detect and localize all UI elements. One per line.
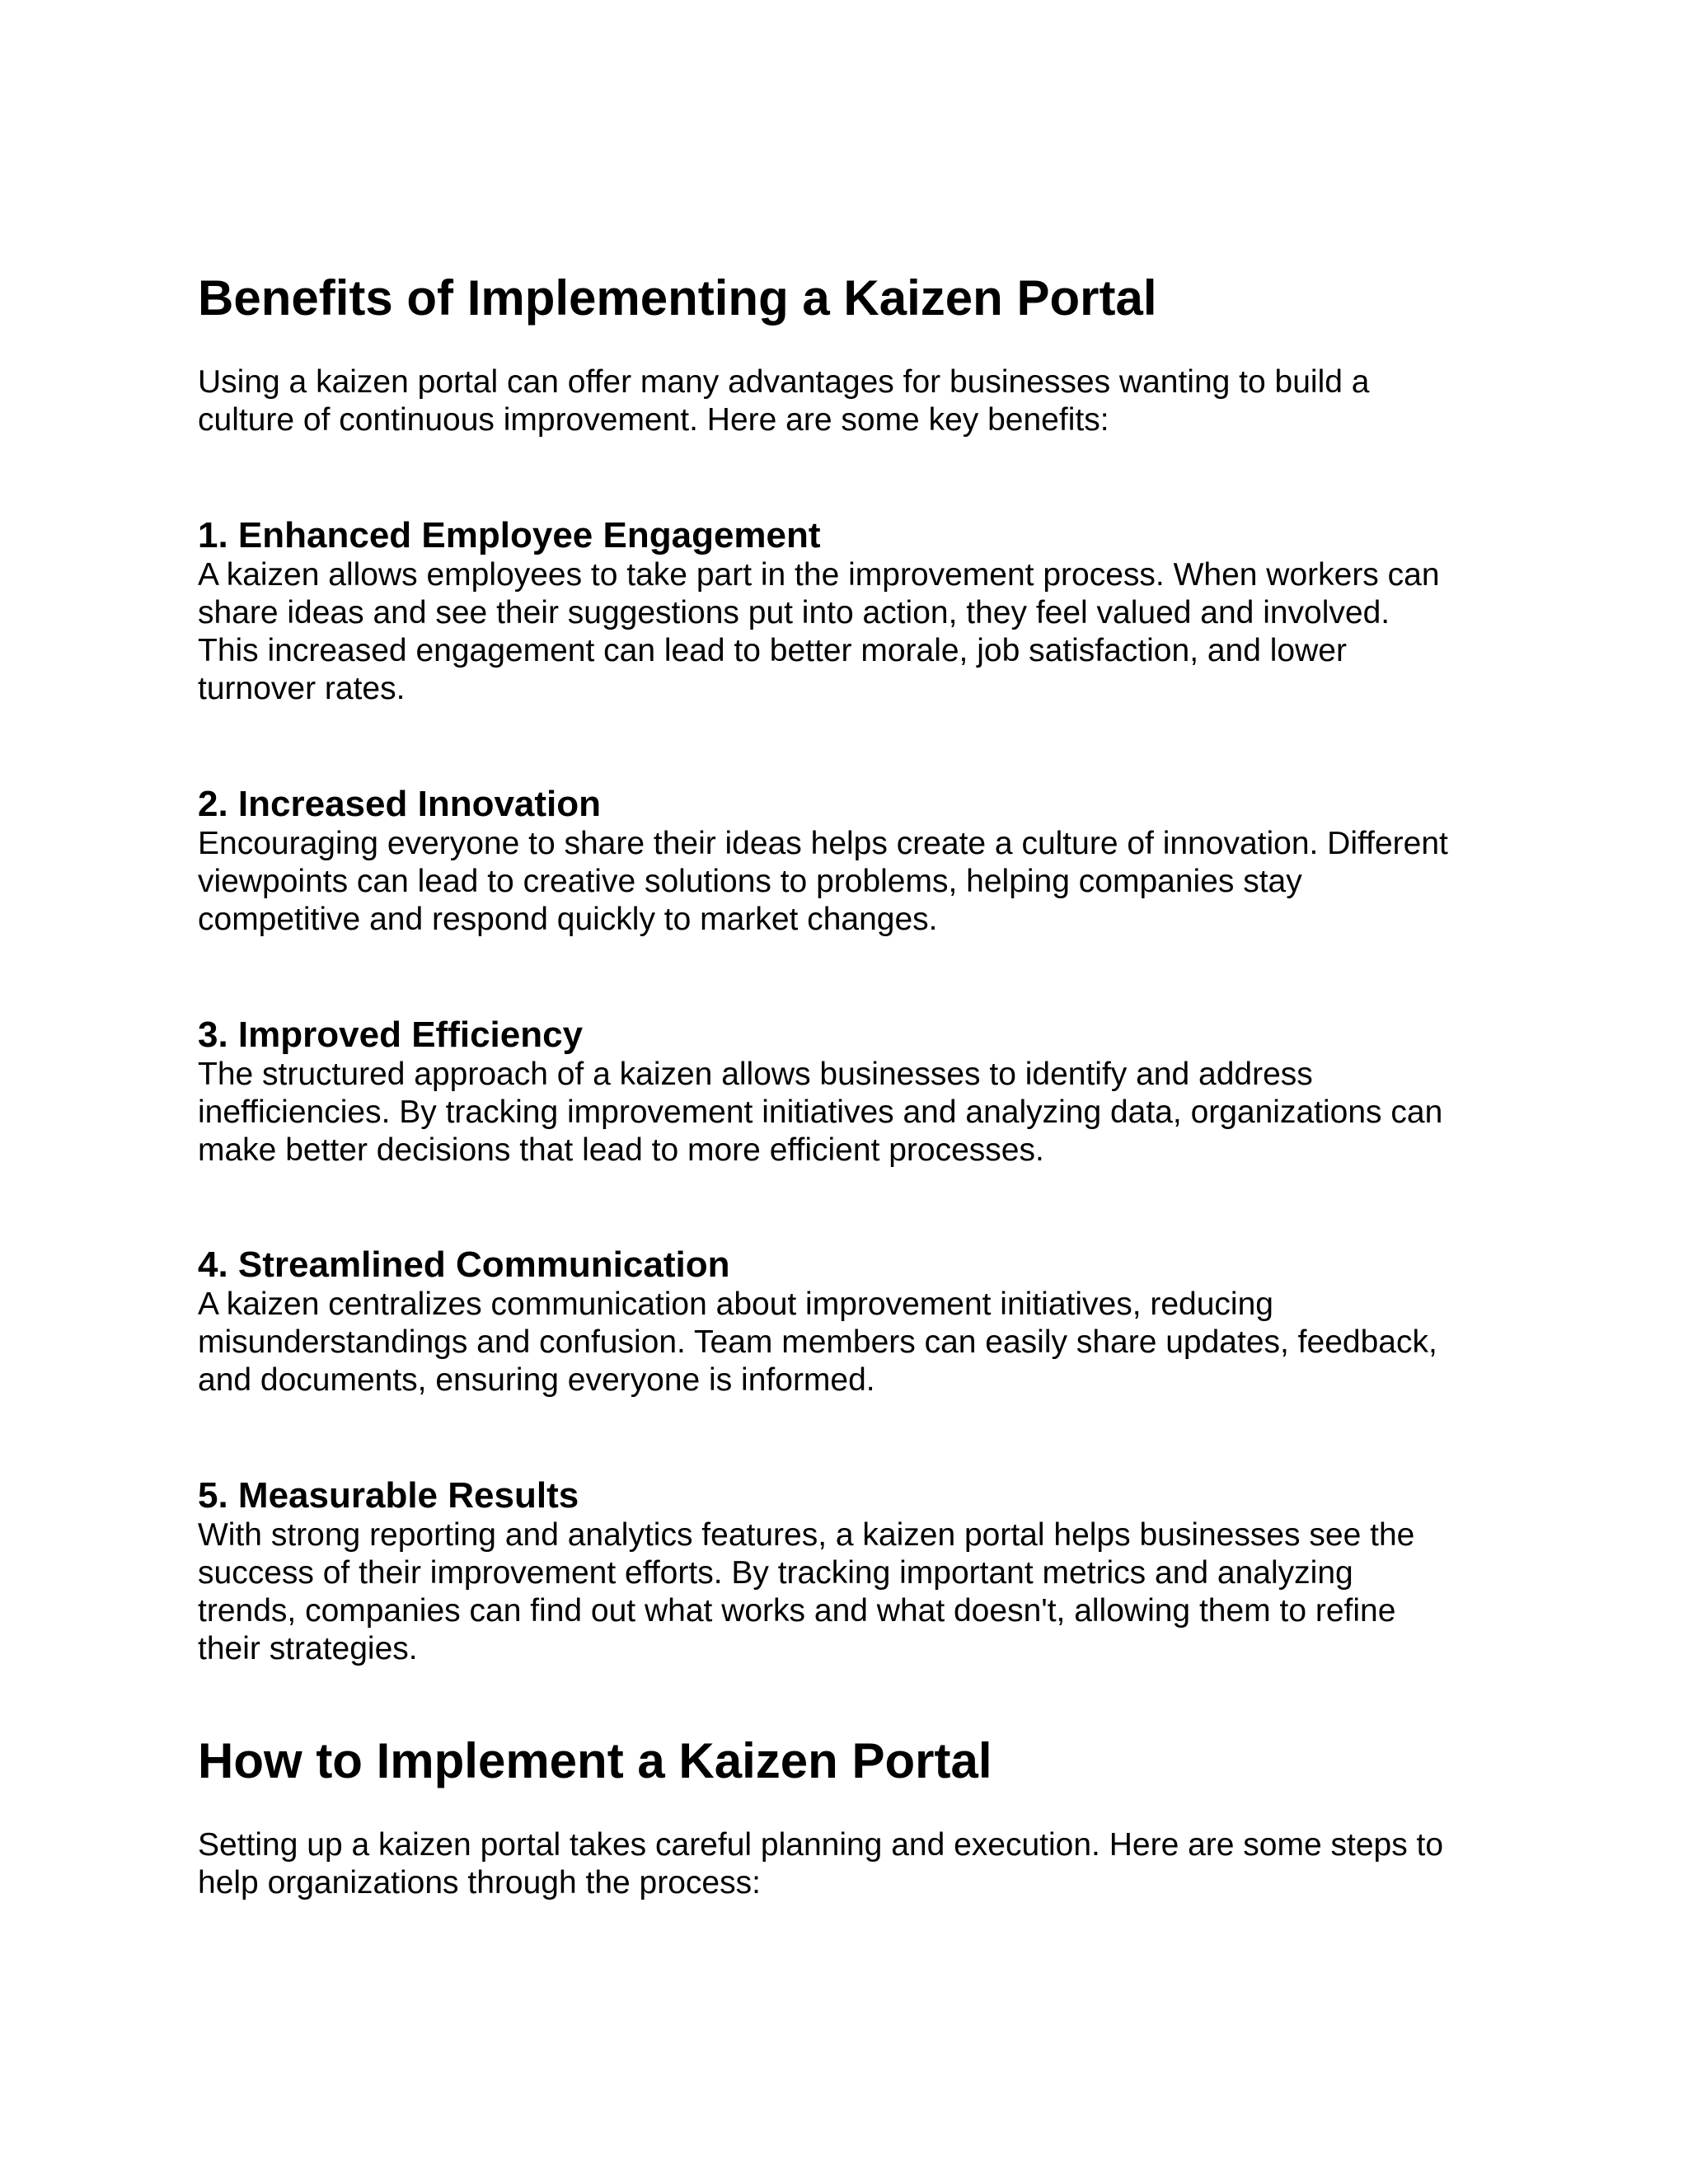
paragraph-line: Using a kaizen portal can offer many advantages for businesses wanting to build a [198, 364, 1370, 400]
paragraph-line: A kaizen allows employees to take part in the improvement process. When workers can [198, 557, 1440, 593]
benefit-heading-3: 3. Improved Efficiency [198, 1015, 584, 1055]
paragraph-line: trends, companies can find out what works and what doesn't, allowing them to refine [198, 1593, 1396, 1629]
paragraph-line: The structured approach of a kaizen allows businesses to identify and address [198, 1057, 1313, 1092]
benefit-paragraph-1 [198, 556, 1440, 708]
paragraph-line: Setting up a kaizen portal takes careful planning and execution. Here are some steps to [198, 1827, 1444, 1863]
implement-intro-paragraph [198, 1826, 1443, 1902]
paragraph-line: and documents, ensuring everyone is informed. [198, 1362, 875, 1398]
benefit-heading-4: 4. Streamlined Communication [198, 1244, 730, 1285]
paragraph-line: With strong reporting and analytics features, a kaizen portal helps businesses see the [198, 1517, 1415, 1553]
paragraph-line: share ideas and see their suggestions put into action, they feel valued and involved. [198, 595, 1390, 630]
paragraph-line: A kaizen centralizes communication about improvement initiatives, reducing [198, 1286, 1273, 1322]
benefit-heading-5: 5. Measurable Results [198, 1475, 579, 1516]
paragraph-line: make better decisions that lead to more efficient processes. [198, 1132, 1044, 1168]
paragraph-line: culture of continuous improvement. Here are some key benefits: [198, 402, 1109, 438]
paragraph-line: viewpoints can lead to creative solutions to problems, helping companies stay [198, 864, 1302, 899]
paragraph-line: This increased engagement can lead to better morale, job satisfaction, and lower [198, 633, 1347, 668]
paragraph-line: competitive and respond quickly to market changes. [198, 902, 938, 937]
paragraph-line: success of their improvement efforts. By tracking important metrics and analyzing [198, 1555, 1353, 1591]
paragraph-line: their strategies. [198, 1631, 418, 1666]
section-title-how-to-implement: How to Implement a Kaizen Portal [198, 1733, 992, 1788]
paragraph-line: turnover rates. [198, 671, 406, 706]
benefit-paragraph-4 [198, 1286, 1437, 1399]
benefit-paragraph-2 [198, 825, 1448, 939]
paragraph-line: inefficiencies. By tracking improvement initiatives and analyzing data, organizations can [198, 1094, 1443, 1130]
paragraph-line: Encouraging everyone to share their ideas helps create a culture of innovation. Different [198, 826, 1448, 861]
benefit-paragraph-5 [198, 1516, 1414, 1668]
paragraph-line: misunderstandings and confusion. Team members can easily share updates, feedback, [198, 1324, 1437, 1360]
benefit-paragraph-3 [198, 1056, 1442, 1169]
benefits-intro-paragraph [198, 363, 1369, 439]
paragraph-line: help organizations through the process: [198, 1865, 761, 1900]
benefit-heading-2: 2. Increased Innovation [198, 784, 602, 824]
section-title-benefits: Benefits of Implementing a Kaizen Portal [198, 270, 1157, 326]
benefit-heading-1: 1. Enhanced Employee Engagement [198, 515, 821, 555]
